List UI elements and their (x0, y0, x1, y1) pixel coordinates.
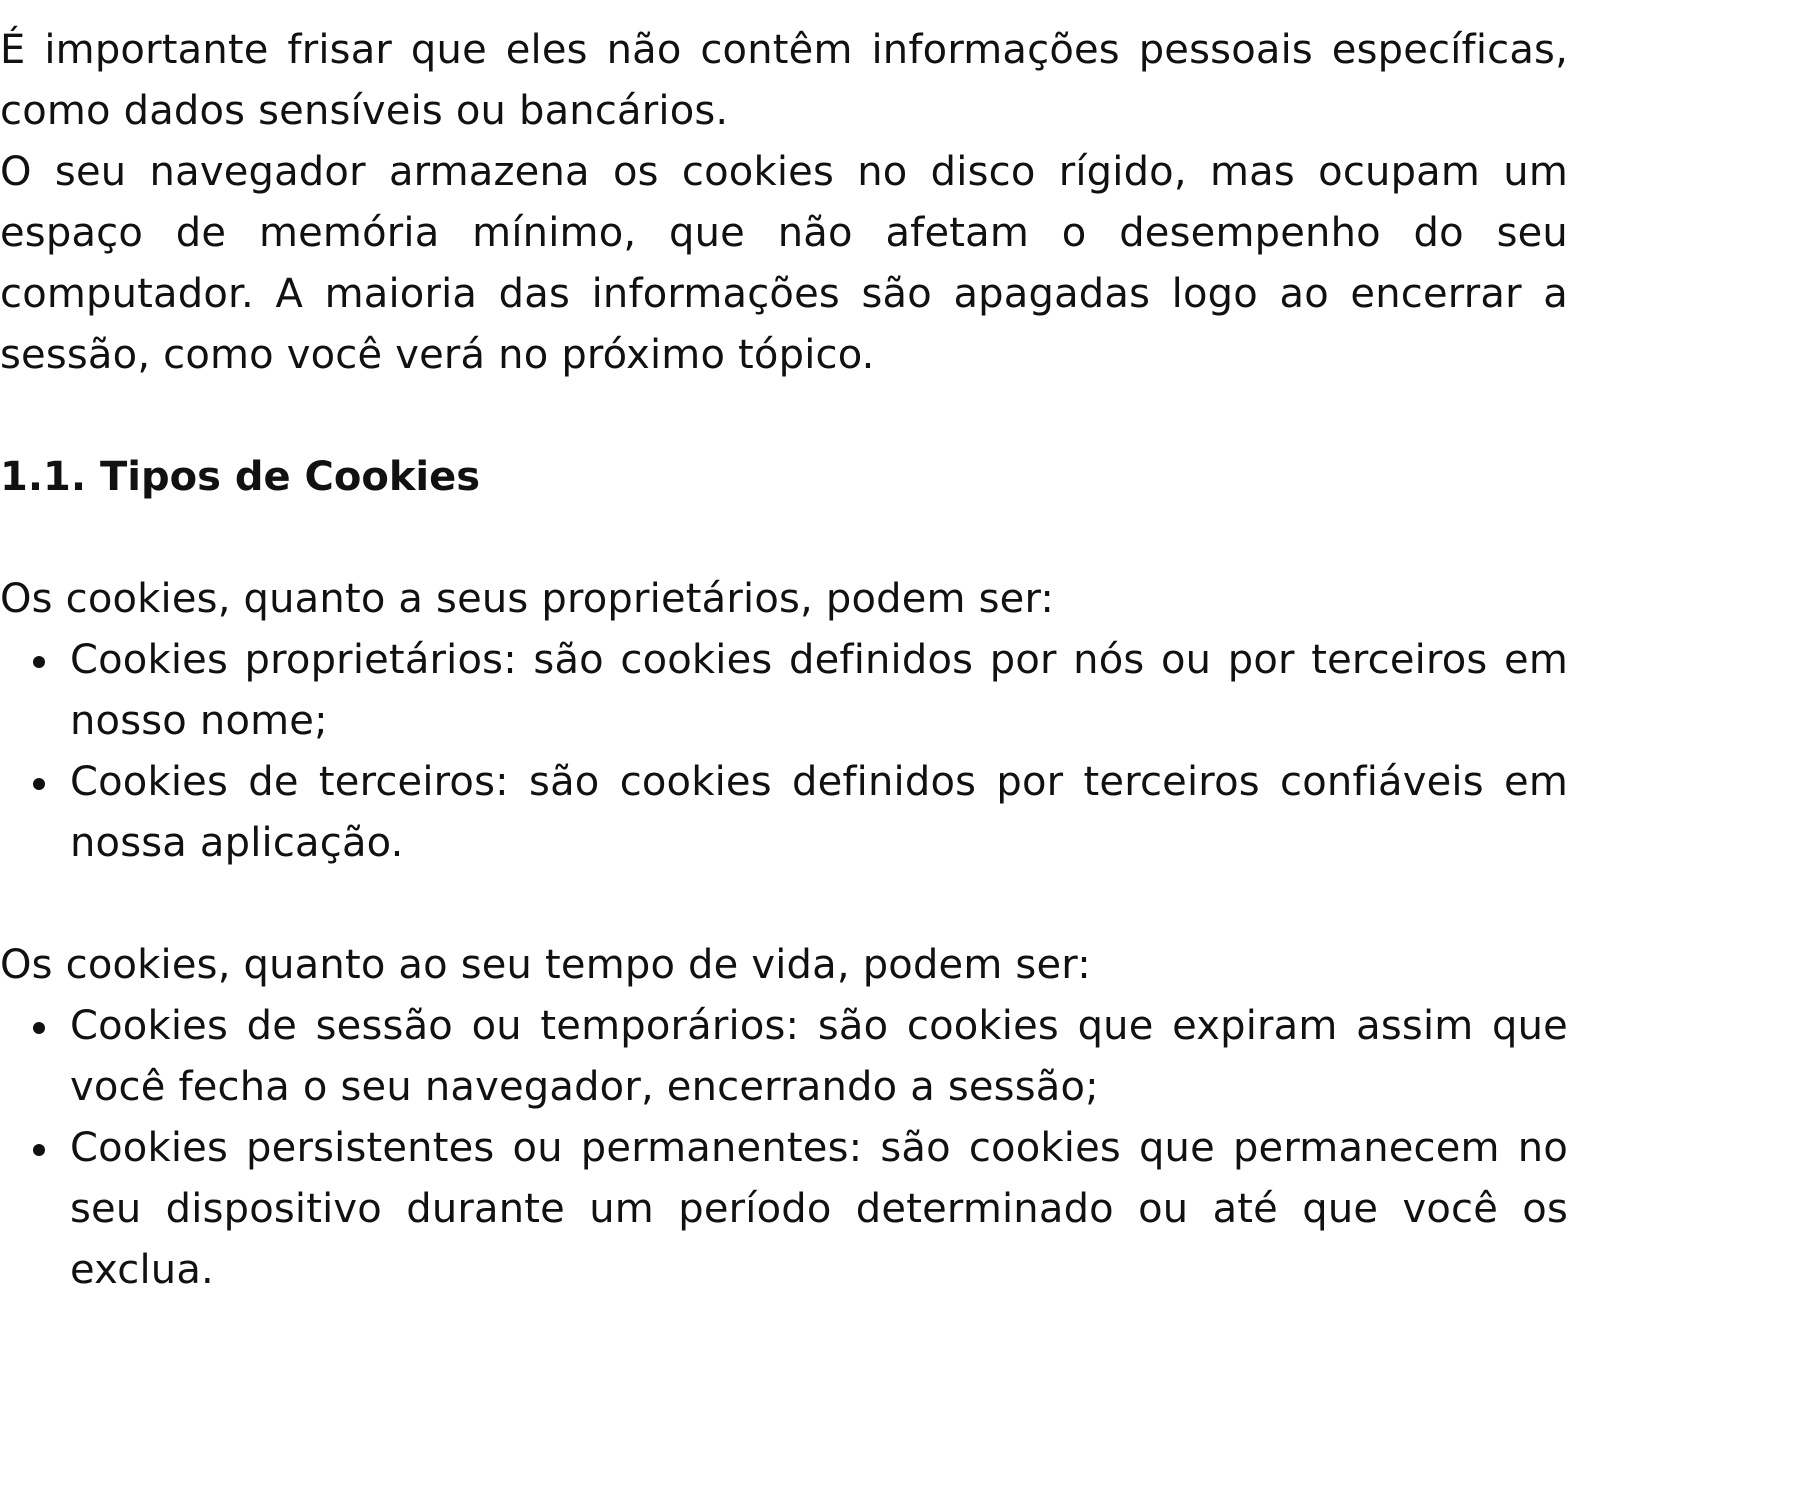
list-item (0, 752, 1568, 874)
list-item-text: Cookies de sessão ou temporários: são cookies que expiram assim que você fecha o seu navegador, encerrando a sessão; (70, 1003, 1568, 1110)
owners-intro: Os cookies, quanto a seus proprietários, podem ser: (0, 576, 1055, 622)
bullet-icon (33, 778, 45, 790)
section-heading: 1.1. Tipos de Cookies (0, 454, 481, 500)
list-item-text: Cookies proprietários: são cookies definidos por nós ou por terceiros em nosso nome; (70, 637, 1568, 744)
spacer (0, 874, 1568, 935)
list-item-text: Cookies de terceiros: são cookies definidos por terceiros confiáveis em nossa aplicação. (70, 759, 1568, 866)
list-item (0, 630, 1568, 752)
lifetime-intro: Os cookies, quanto ao seu tempo de vida, podem ser: (0, 942, 1091, 988)
bullet-icon (33, 656, 45, 668)
paragraph-storage: O seu navegador armazena os cookies no disco rígido, mas ocupam um espaço de memória mínimo, que não afetam o desempenho do seu computador. A maioria das informações são apagadas logo ao encerrar a sessão, como você verá no próximo tópico. (0, 149, 1568, 378)
list-item (0, 996, 1568, 1118)
lifetime-list (0, 996, 1568, 1301)
list-item-text: Cookies persistentes ou permanentes: são cookies que permanecem no seu dispositivo durante um período determinado ou até que você os exclua. (70, 1125, 1568, 1293)
owners-list (0, 630, 1568, 874)
paragraph-personal-info: É importante frisar que eles não contêm informações pessoais específicas, como dados sensíveis ou bancários. (0, 27, 1568, 134)
bullet-icon (33, 1022, 45, 1034)
list-item (0, 1118, 1568, 1301)
bullet-icon (33, 1144, 45, 1156)
